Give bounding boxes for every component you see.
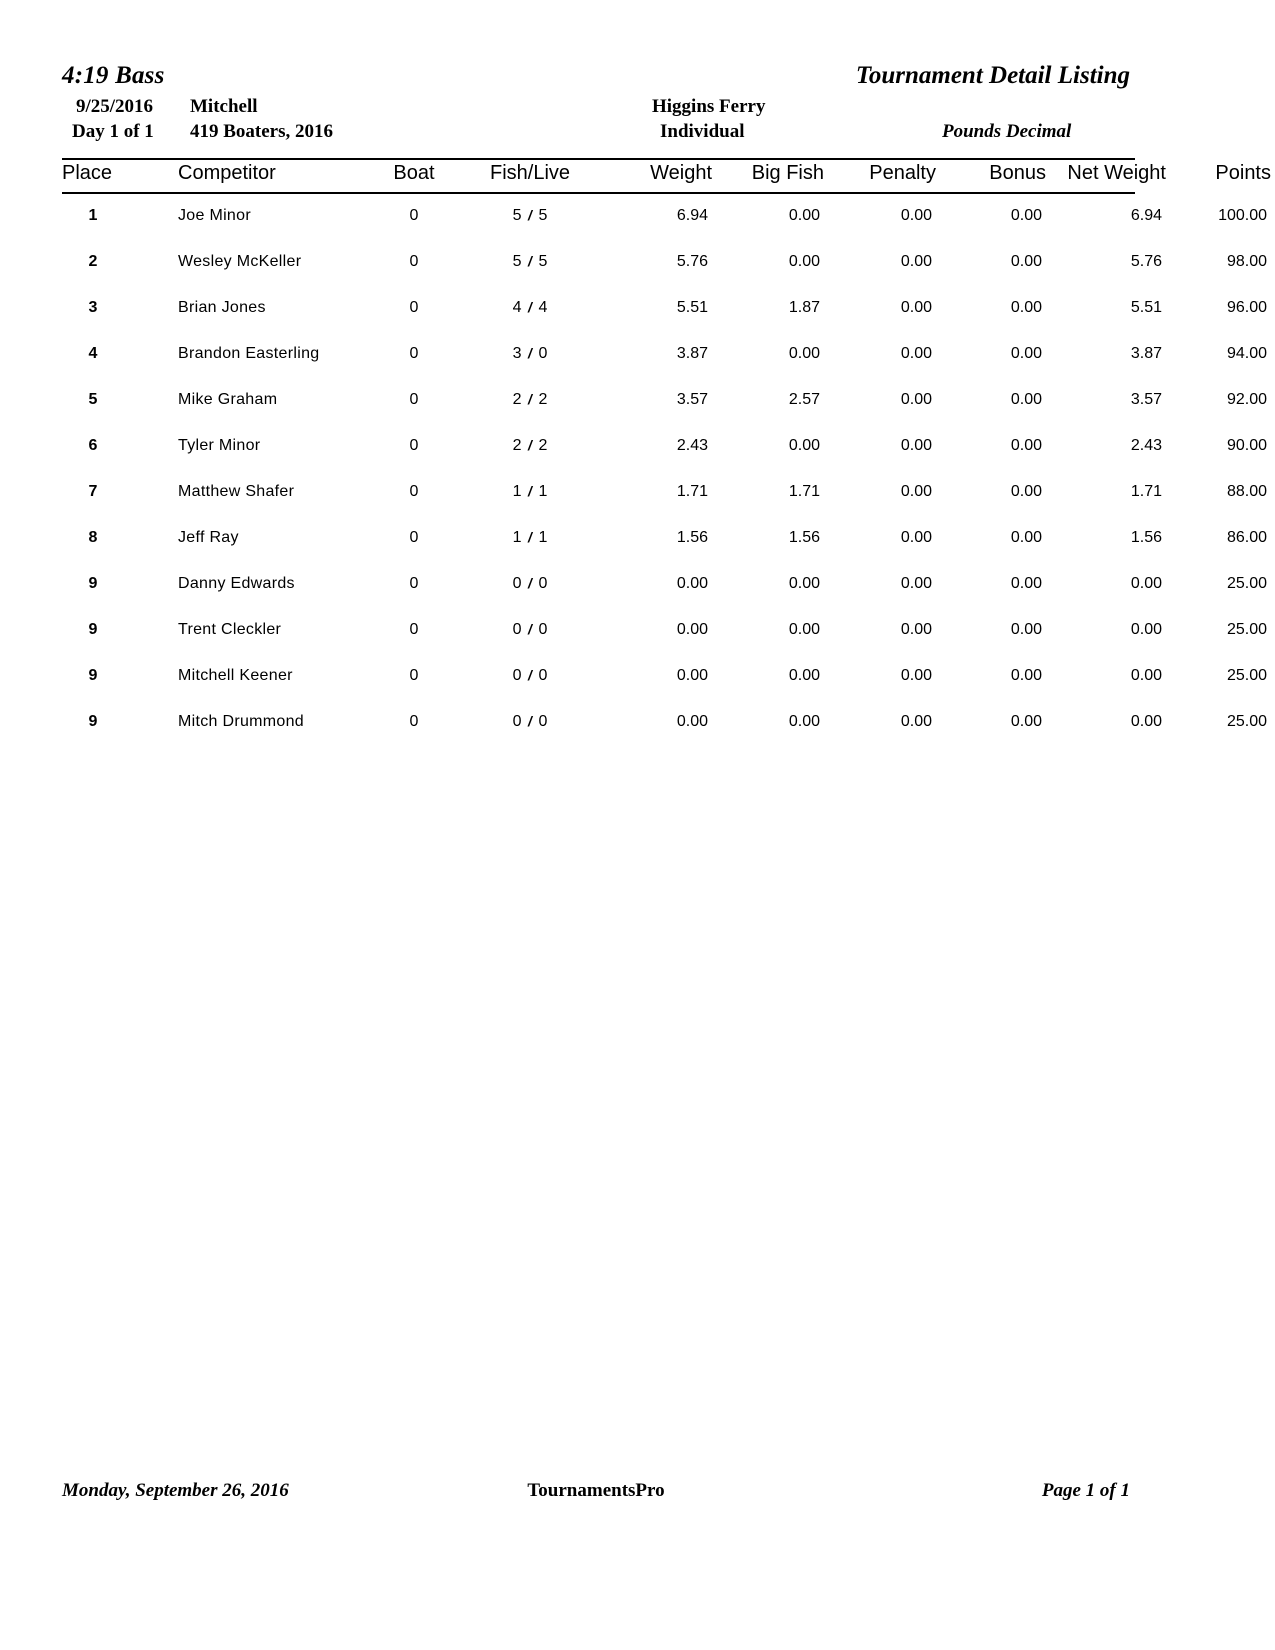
cell-boat: 0 xyxy=(409,207,419,224)
cell-fish-live xyxy=(460,377,600,423)
cell-net-weight: 2.43 xyxy=(1130,437,1162,454)
cell-boat: 0 xyxy=(409,529,419,546)
tournament-entry-type: Individual xyxy=(660,121,745,142)
header-meta xyxy=(62,96,1130,148)
cell-points: 25.00 xyxy=(1226,667,1267,684)
cell-boat: 0 xyxy=(409,483,419,500)
cell-net-weight: 0.00 xyxy=(1130,667,1162,684)
tournament-event: 419 Boaters, 2016 xyxy=(190,121,334,142)
table-header-row xyxy=(62,162,1271,193)
cell-penalty: 0.00 xyxy=(900,253,932,270)
cell-points: 86.00 xyxy=(1226,529,1267,546)
fish-count: 3 xyxy=(512,345,522,362)
cell-weight: 0.00 xyxy=(676,575,708,592)
cell-points: 90.00 xyxy=(1226,437,1267,454)
cell-big-fish: 0.00 xyxy=(788,621,820,638)
cell-place: 7 xyxy=(88,483,98,500)
live-count: 5 xyxy=(538,253,548,270)
column-header-net-weight: Net Weight xyxy=(1067,162,1166,184)
cell-penalty: 0.00 xyxy=(900,437,932,454)
cell-net-weight: 0.00 xyxy=(1130,575,1162,592)
table-row xyxy=(62,331,1271,377)
cell-net-weight: 1.71 xyxy=(1130,483,1162,500)
table-row xyxy=(62,285,1271,331)
cell-place: 3 xyxy=(88,299,98,316)
cell-weight: 5.76 xyxy=(676,253,708,270)
live-count: 0 xyxy=(538,667,548,684)
cell-bonus: 0.00 xyxy=(1010,621,1042,638)
cell-penalty: 0.00 xyxy=(900,713,932,730)
fish-count: 2 xyxy=(512,437,522,454)
fish-count: 0 xyxy=(512,575,522,592)
cell-big-fish: 0.00 xyxy=(788,207,820,224)
cell-net-weight: 3.57 xyxy=(1130,391,1162,408)
fish-live-separator: / xyxy=(528,483,532,499)
fish-live-separator: / xyxy=(528,207,532,223)
cell-bonus: 0.00 xyxy=(1010,299,1042,316)
table-row xyxy=(62,239,1271,285)
fish-count: 0 xyxy=(512,713,522,730)
cell-competitor: Danny Edwards xyxy=(178,575,295,592)
fish-live-separator: / xyxy=(528,345,532,361)
header-rule-top xyxy=(62,158,1135,160)
fish-live-separator: / xyxy=(528,253,532,269)
cell-bonus: 0.00 xyxy=(1010,483,1042,500)
column-header-boat: Boat xyxy=(393,162,435,184)
cell-fish-live xyxy=(460,285,600,331)
cell-fish-live xyxy=(460,469,600,515)
cell-bonus: 0.00 xyxy=(1010,207,1042,224)
column-header-bonus: Bonus xyxy=(989,162,1046,184)
table-head xyxy=(62,162,1271,193)
report-title: Tournament Detail Listing xyxy=(855,62,1130,89)
cell-net-weight: 0.00 xyxy=(1130,621,1162,638)
cell-place: 6 xyxy=(88,437,98,454)
cell-net-weight: 0.00 xyxy=(1130,713,1162,730)
table-row xyxy=(62,515,1271,561)
cell-weight: 0.00 xyxy=(676,667,708,684)
cell-competitor: Mitchell Keener xyxy=(178,667,293,684)
cell-penalty: 0.00 xyxy=(900,529,932,546)
fish-count: 1 xyxy=(512,529,522,546)
cell-boat: 0 xyxy=(409,299,419,316)
cell-weight: 3.57 xyxy=(676,391,708,408)
cell-bonus: 0.00 xyxy=(1010,253,1042,270)
table-row xyxy=(62,607,1271,653)
cell-points: 25.00 xyxy=(1226,621,1267,638)
cell-weight: 0.00 xyxy=(676,713,708,730)
cell-fish-live xyxy=(460,193,600,239)
live-count: 1 xyxy=(538,529,548,546)
cell-penalty: 0.00 xyxy=(900,391,932,408)
cell-penalty: 0.00 xyxy=(900,207,932,224)
fish-count: 5 xyxy=(512,207,522,224)
results-table xyxy=(62,162,1271,745)
fish-count: 1 xyxy=(512,483,522,500)
results-table-wrapper xyxy=(62,162,1271,745)
tournament-ramp: Higgins Ferry xyxy=(652,96,766,117)
cell-penalty: 0.00 xyxy=(900,575,932,592)
cell-competitor: Joe Minor xyxy=(178,207,251,224)
fish-count: 5 xyxy=(512,253,522,270)
cell-place: 9 xyxy=(88,575,98,592)
cell-fish-live xyxy=(460,699,600,745)
column-header-penalty: Penalty xyxy=(869,162,936,184)
cell-fish-live xyxy=(460,561,600,607)
cell-points: 25.00 xyxy=(1226,575,1267,592)
cell-place: 2 xyxy=(88,253,98,270)
cell-points: 96.00 xyxy=(1226,299,1267,316)
fish-count: 2 xyxy=(512,391,522,408)
cell-points: 98.00 xyxy=(1226,253,1267,270)
cell-big-fish: 0.00 xyxy=(788,253,820,270)
tournament-date: 9/25/2016 xyxy=(76,96,154,117)
cell-competitor: Trent Cleckler xyxy=(178,621,282,638)
cell-place: 9 xyxy=(88,621,98,638)
cell-points: 94.00 xyxy=(1226,345,1267,362)
cell-big-fish: 0.00 xyxy=(788,667,820,684)
cell-points: 100.00 xyxy=(1218,207,1267,224)
footer-page: Page 1 of 1 xyxy=(1041,1480,1130,1501)
live-count: 0 xyxy=(538,713,548,730)
cell-bonus: 0.00 xyxy=(1010,437,1042,454)
tournament-day: Day 1 of 1 xyxy=(72,121,154,142)
cell-fish-live xyxy=(460,515,600,561)
cell-place: 9 xyxy=(88,667,98,684)
fish-count: 4 xyxy=(512,299,522,316)
cell-big-fish: 2.57 xyxy=(788,391,820,408)
cell-weight: 3.87 xyxy=(676,345,708,362)
club-name: 4:19 Bass xyxy=(62,62,165,89)
cell-fish-live xyxy=(460,423,600,469)
table-row xyxy=(62,469,1271,515)
cell-competitor: Wesley McKeller xyxy=(178,253,302,270)
weight-units: Pounds Decimal xyxy=(942,121,1072,142)
cell-competitor: Tyler Minor xyxy=(178,437,261,454)
cell-net-weight: 5.51 xyxy=(1130,299,1162,316)
fish-live-separator: / xyxy=(528,437,532,453)
table-row xyxy=(62,561,1271,607)
fish-live-separator: / xyxy=(528,575,532,591)
cell-bonus: 0.00 xyxy=(1010,345,1042,362)
cell-boat: 0 xyxy=(409,621,419,638)
cell-boat: 0 xyxy=(409,667,419,684)
cell-points: 25.00 xyxy=(1226,713,1267,730)
cell-big-fish: 1.71 xyxy=(788,483,820,500)
cell-weight: 1.56 xyxy=(676,529,708,546)
table-row xyxy=(62,653,1271,699)
column-header-big-fish: Big Fish xyxy=(751,162,824,184)
cell-points: 92.00 xyxy=(1226,391,1267,408)
column-header-place: Place xyxy=(62,162,113,184)
cell-fish-live xyxy=(460,331,600,377)
footer-print-date: Monday, September 26, 2016 xyxy=(62,1480,289,1501)
fish-live-separator: / xyxy=(528,299,532,315)
cell-boat: 0 xyxy=(409,345,419,362)
cell-penalty: 0.00 xyxy=(900,667,932,684)
cell-fish-live xyxy=(460,607,600,653)
cell-big-fish: 1.87 xyxy=(788,299,820,316)
table-body xyxy=(62,193,1271,745)
cell-penalty: 0.00 xyxy=(900,621,932,638)
cell-boat: 0 xyxy=(409,391,419,408)
cell-penalty: 0.00 xyxy=(900,345,932,362)
live-count: 0 xyxy=(538,345,548,362)
live-count: 0 xyxy=(538,621,548,638)
cell-weight: 2.43 xyxy=(676,437,708,454)
cell-big-fish: 0.00 xyxy=(788,437,820,454)
cell-fish-live xyxy=(460,653,600,699)
fish-live-separator: / xyxy=(528,621,532,637)
cell-net-weight: 6.94 xyxy=(1130,207,1162,224)
cell-fish-live xyxy=(460,239,600,285)
cell-big-fish: 0.00 xyxy=(788,713,820,730)
cell-weight: 1.71 xyxy=(676,483,708,500)
cell-net-weight: 1.56 xyxy=(1130,529,1162,546)
cell-penalty: 0.00 xyxy=(900,483,932,500)
column-header-points: Points xyxy=(1215,162,1271,184)
cell-weight: 5.51 xyxy=(676,299,708,316)
table-row xyxy=(62,193,1271,239)
live-count: 2 xyxy=(538,437,548,454)
live-count: 1 xyxy=(538,483,548,500)
column-header-competitor: Competitor xyxy=(178,162,276,184)
header-title-row xyxy=(62,62,1130,90)
cell-place: 9 xyxy=(88,713,98,730)
cell-competitor: Mitch Drummond xyxy=(178,713,305,730)
table-row xyxy=(62,423,1271,469)
cell-place: 5 xyxy=(88,391,98,408)
fish-count: 0 xyxy=(512,667,522,684)
fish-live-separator: / xyxy=(528,713,532,729)
fish-live-separator: / xyxy=(528,529,532,545)
cell-place: 1 xyxy=(88,207,98,224)
fish-live-separator: / xyxy=(528,667,532,683)
live-count: 2 xyxy=(538,391,548,408)
cell-points: 88.00 xyxy=(1226,483,1267,500)
cell-net-weight: 5.76 xyxy=(1130,253,1162,270)
live-count: 0 xyxy=(538,575,548,592)
cell-net-weight: 3.87 xyxy=(1130,345,1162,362)
cell-big-fish: 1.56 xyxy=(788,529,820,546)
fish-count: 0 xyxy=(512,621,522,638)
table-row xyxy=(62,377,1271,423)
cell-bonus: 0.00 xyxy=(1010,713,1042,730)
cell-bonus: 0.00 xyxy=(1010,667,1042,684)
cell-competitor: Brandon Easterling xyxy=(178,345,320,362)
cell-competitor: Brian Jones xyxy=(178,299,266,316)
cell-boat: 0 xyxy=(409,437,419,454)
cell-place: 8 xyxy=(88,529,98,546)
cell-penalty: 0.00 xyxy=(900,299,932,316)
cell-bonus: 0.00 xyxy=(1010,391,1042,408)
table-row xyxy=(62,699,1271,745)
column-header-weight: Weight xyxy=(650,162,712,184)
live-count: 4 xyxy=(538,299,548,316)
fish-live-separator: / xyxy=(528,391,532,407)
cell-boat: 0 xyxy=(409,253,419,270)
column-header-fish-live: Fish/Live xyxy=(489,162,571,184)
cell-competitor: Matthew Shafer xyxy=(178,483,295,500)
tournament-lake: Mitchell xyxy=(190,96,258,117)
cell-big-fish: 0.00 xyxy=(788,575,820,592)
cell-boat: 0 xyxy=(409,575,419,592)
cell-competitor: Jeff Ray xyxy=(178,529,239,546)
report-header xyxy=(62,62,1130,148)
cell-boat: 0 xyxy=(409,713,419,730)
cell-weight: 0.00 xyxy=(676,621,708,638)
cell-big-fish: 0.00 xyxy=(788,345,820,362)
cell-bonus: 0.00 xyxy=(1010,529,1042,546)
cell-weight: 6.94 xyxy=(676,207,708,224)
footer-software: TournamentsPro xyxy=(527,1480,665,1501)
report-footer xyxy=(62,1480,1130,1502)
cell-place: 4 xyxy=(88,345,98,362)
cell-bonus: 0.00 xyxy=(1010,575,1042,592)
cell-competitor: Mike Graham xyxy=(178,391,278,408)
live-count: 5 xyxy=(538,207,548,224)
